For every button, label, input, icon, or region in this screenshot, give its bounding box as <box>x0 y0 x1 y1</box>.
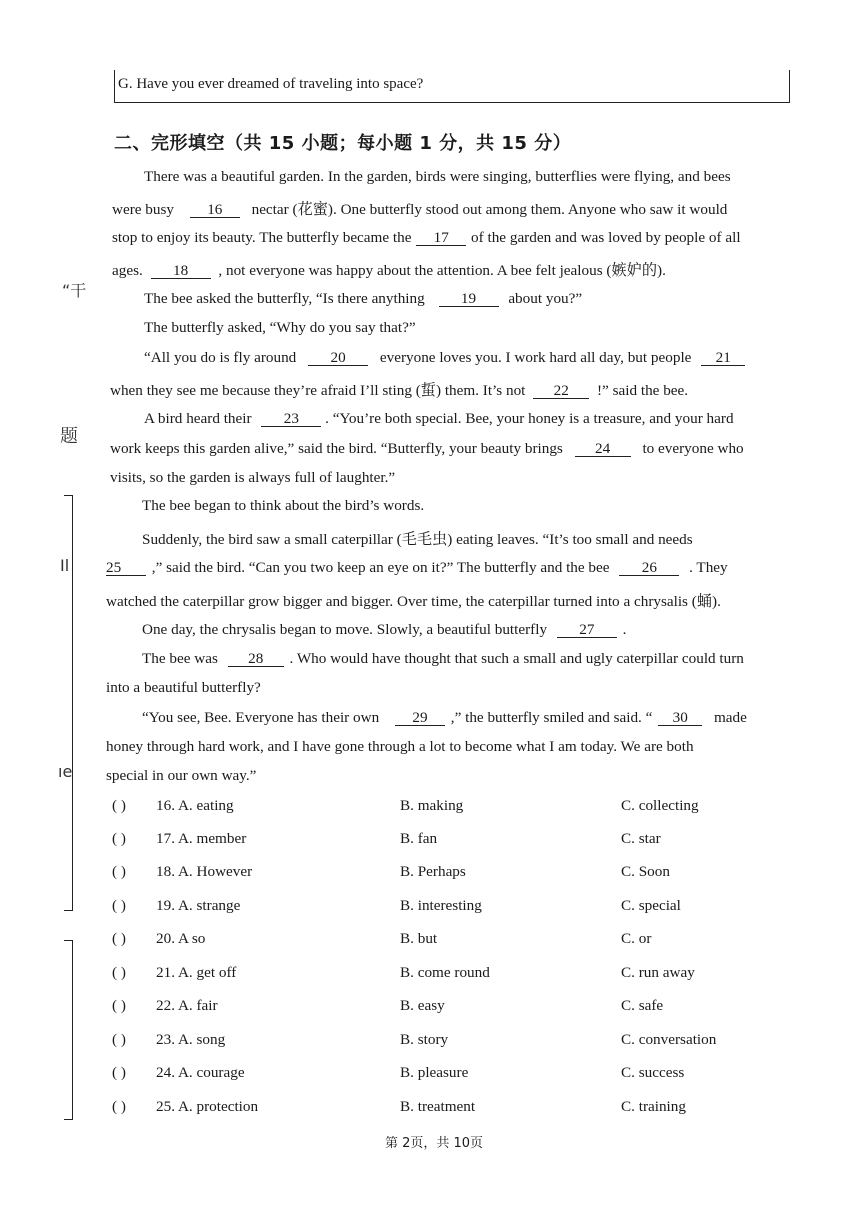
blank-20: 20 <box>308 350 368 366</box>
answer-paren[interactable]: ( ) <box>112 797 126 814</box>
text-span: of the garden and was loved by people of all <box>471 229 741 246</box>
option-b: B. fan <box>400 830 438 847</box>
option-b: B. easy <box>400 997 445 1014</box>
option-a: 24. A. courage <box>156 1064 245 1081</box>
blank-18: 18 <box>151 263 211 279</box>
passage-line: Suddenly, the bird saw a small caterpillar (毛毛虫) eating leaves. “It’s too small and needs <box>142 531 693 548</box>
blank-16: 16 <box>190 202 240 218</box>
text-span: nectar (花蜜). One butterfly stood out among them. Anyone who saw it would <box>251 201 728 218</box>
option-a: 20. A so <box>156 930 206 947</box>
passage-line <box>142 650 744 668</box>
option-a: 16. A. eating <box>156 797 234 814</box>
text-span: . Who would have thought that such a small and ugly caterpillar could turn <box>289 650 744 667</box>
option-a: 17. A. member <box>156 830 247 847</box>
text-span: stop to enjoy its beauty. The butterfly became the <box>112 229 412 246</box>
answer-paren[interactable]: ( ) <box>112 930 126 947</box>
option-a: 18. A. However <box>156 863 253 880</box>
text-span: “You see, Bee. Everyone has their own <box>142 709 380 726</box>
blank-29: 29 <box>395 710 445 726</box>
blank-27: 27 <box>557 622 617 638</box>
margin-bracket <box>64 495 73 911</box>
option-b: B. but <box>400 930 438 947</box>
option-g: G. Have you ever dreamed of traveling into space? <box>118 76 424 92</box>
text-span: The bee asked the butterfly, “Is there anything <box>144 290 425 307</box>
top-option-box <box>114 70 790 103</box>
blank-24: 24 <box>575 441 631 457</box>
blank-26: 26 <box>619 560 679 576</box>
text-span: ,” said the bird. “Can you two keep an eye on it?” The butterfly and the bee <box>151 559 610 576</box>
answer-paren[interactable]: ( ) <box>112 964 126 981</box>
text-span: about you?” <box>508 290 583 307</box>
blank-21: 21 <box>701 350 745 366</box>
margin-mark: Il <box>60 556 70 575</box>
text-span: when they see me because they’re afraid I’ll sting (蜇) them. It’s not <box>110 382 526 399</box>
text-span: One day, the chrysalis began to move. Slowly, a beautiful butterfly <box>142 621 548 638</box>
text-span: everyone loves you. I work hard all day, but people <box>379 349 692 366</box>
margin-bracket <box>64 940 73 1120</box>
option-a: 21. A. get off <box>156 964 237 981</box>
blank-25: 25 <box>106 560 146 576</box>
passage-line: There was a beautiful garden. In the garden, birds were singing, butterflies were flying, and bees <box>144 168 731 185</box>
option-c: C. star <box>621 830 661 847</box>
passage-line <box>110 379 688 400</box>
blank-23: 23 <box>261 411 321 427</box>
passage-line <box>144 410 734 428</box>
answer-paren[interactable]: ( ) <box>112 830 126 847</box>
text-span: A bird heard their <box>144 410 252 427</box>
option-b: B. Perhaps <box>400 863 466 880</box>
passage-line <box>112 198 727 219</box>
text-span: work keeps this garden alive,” said the bird. “Butterfly, your beauty brings <box>110 440 563 457</box>
option-c: C. run away <box>621 964 695 981</box>
passage-line: into a beautiful butterfly? <box>106 679 261 696</box>
text-span: were busy <box>112 201 174 218</box>
passage-line <box>144 349 745 367</box>
option-b: B. come round <box>400 964 490 981</box>
option-a: 22. A. fair <box>156 997 218 1014</box>
option-a: 25. A. protection <box>156 1098 259 1115</box>
passage-line <box>112 229 741 247</box>
option-c: C. or <box>621 930 652 947</box>
blank-17: 17 <box>416 230 466 246</box>
answer-paren[interactable]: ( ) <box>112 863 126 880</box>
answer-paren[interactable]: ( ) <box>112 997 126 1014</box>
option-c: C. conversation <box>621 1031 717 1048</box>
option-b: B. story <box>400 1031 449 1048</box>
blank-19: 19 <box>439 291 499 307</box>
section-heading: 二、完形填空（共 15 小题；每小题 1 分，共 15 分） <box>114 133 572 154</box>
text-span: to everyone who <box>642 440 744 457</box>
option-b: B. interesting <box>400 897 482 914</box>
option-c: C. collecting <box>621 797 699 814</box>
passage-line <box>142 709 747 727</box>
passage-line <box>106 559 728 577</box>
text-span: . “You’re both special. Bee, your honey is a treasure, and your hard <box>325 410 734 427</box>
passage-line: The butterfly asked, “Why do you say that?” <box>144 319 416 336</box>
option-a: 19. A. strange <box>156 897 241 914</box>
margin-mark: “干 <box>62 281 87 300</box>
passage-line <box>144 290 582 308</box>
passage-line: special in our own way.” <box>106 767 257 784</box>
text-span: !” said the bee. <box>597 382 689 399</box>
option-b: B. making <box>400 797 464 814</box>
option-c: C. special <box>621 897 681 914</box>
text-span: “All you do is fly around <box>144 349 297 366</box>
text-span: made <box>713 709 747 726</box>
passage-line <box>142 621 626 639</box>
passage-line: watched the caterpillar grow bigger and bigger. Over time, the caterpillar turned into a chrysalis (蛹). <box>106 593 721 610</box>
option-c: C. safe <box>621 997 664 1014</box>
margin-mark: ıe <box>58 762 73 781</box>
option-c: C. Soon <box>621 863 670 880</box>
blank-28: 28 <box>228 651 284 667</box>
answer-paren[interactable]: ( ) <box>112 897 126 914</box>
text-span: . They <box>689 559 728 576</box>
text-span: , not everyone was happy about the attention. A bee felt jealous (嫉妒的). <box>218 262 666 279</box>
blank-22: 22 <box>533 383 589 399</box>
passage-line: visits, so the garden is always full of laughter.” <box>110 469 396 486</box>
option-b: B. treatment <box>400 1098 476 1115</box>
margin-mark: 题 <box>60 426 78 447</box>
text-span: ages. <box>112 262 143 279</box>
passage-line <box>112 259 666 280</box>
passage-line: honey through hard work, and I have gone through a lot to become what I am today. We are both <box>106 738 694 755</box>
passage-line <box>110 440 744 458</box>
option-c: C. training <box>621 1098 686 1115</box>
option-a: 23. A. song <box>156 1031 226 1048</box>
option-c: C. success <box>621 1064 685 1081</box>
answer-paren[interactable]: ( ) <box>112 1098 126 1115</box>
passage-line: The bee began to think about the bird’s words. <box>142 497 425 514</box>
text-span: ,” the butterfly smiled and said. “ <box>450 709 653 726</box>
page-footer: 第 2页，共 10页 <box>384 1136 484 1151</box>
answer-paren[interactable]: ( ) <box>112 1031 126 1048</box>
blank-30: 30 <box>658 710 702 726</box>
option-b: B. pleasure <box>400 1064 469 1081</box>
answer-paren[interactable]: ( ) <box>112 1064 126 1081</box>
text-span: . <box>622 621 627 638</box>
text-span: The bee was <box>142 650 218 667</box>
